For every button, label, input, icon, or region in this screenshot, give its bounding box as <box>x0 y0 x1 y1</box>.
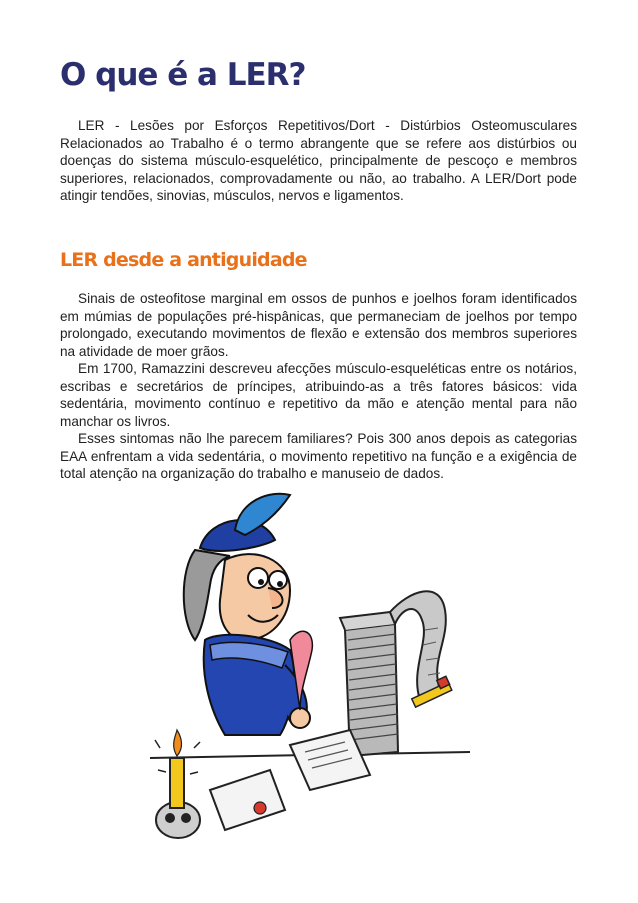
body-paragraph-3: Esses sintomas não lhe parecem familiares? Pois 300 anos depois as categorias EAA enfrentam a vida sedentária, o movimento repetitivo na função e a exigência de total atenção na organização do trabalho e manuseio de dados. <box>60 431 577 482</box>
intro-paragraph: LER - Lesões por Esforços Repetitivos/Dort - Distúrbios Osteomusculares Relacionados ao Trabalho é o termo abrangente que se refere aos distúrbios ou doenças do sistema músculo-esquelético, principalmente de pescoço e membros superiores, relacionados, comprovadamente ou não, ao trabalho. A LER/Dort pode atingir tendões, sinovias, músculos, nervos e ligamentos. <box>60 118 577 204</box>
document-sheets-icon <box>210 730 370 830</box>
scribe-character <box>184 494 313 735</box>
candle-skull-icon <box>155 730 200 838</box>
page-title: O que é a LER? <box>60 57 306 93</box>
body-paragraph-1: Sinais de osteofitose marginal em ossos de punhos e joelhos foram identificados em múmias de populações pré-hispânicas, que permaneciam de joelhos por tempo prolongado, executando movimentos de flexão e extensão dos membros superiores na atividade de moer grãos. <box>60 291 577 359</box>
body-paragraph-2: Em 1700, Ramazzini descreveu afecções músculo-esqueléticas entre os notários, escribas e secretários de príncipes, atribuindo-as a três fatores básicos: vida sedentária, movimento contínuo e repetitivo da mão e atenção mental para não manchar os livros. <box>60 361 577 429</box>
scribe-cartoon-illustration <box>140 490 480 890</box>
section-heading: LER desde a antiguidade <box>60 249 307 271</box>
paper-stack-icon <box>340 591 452 756</box>
